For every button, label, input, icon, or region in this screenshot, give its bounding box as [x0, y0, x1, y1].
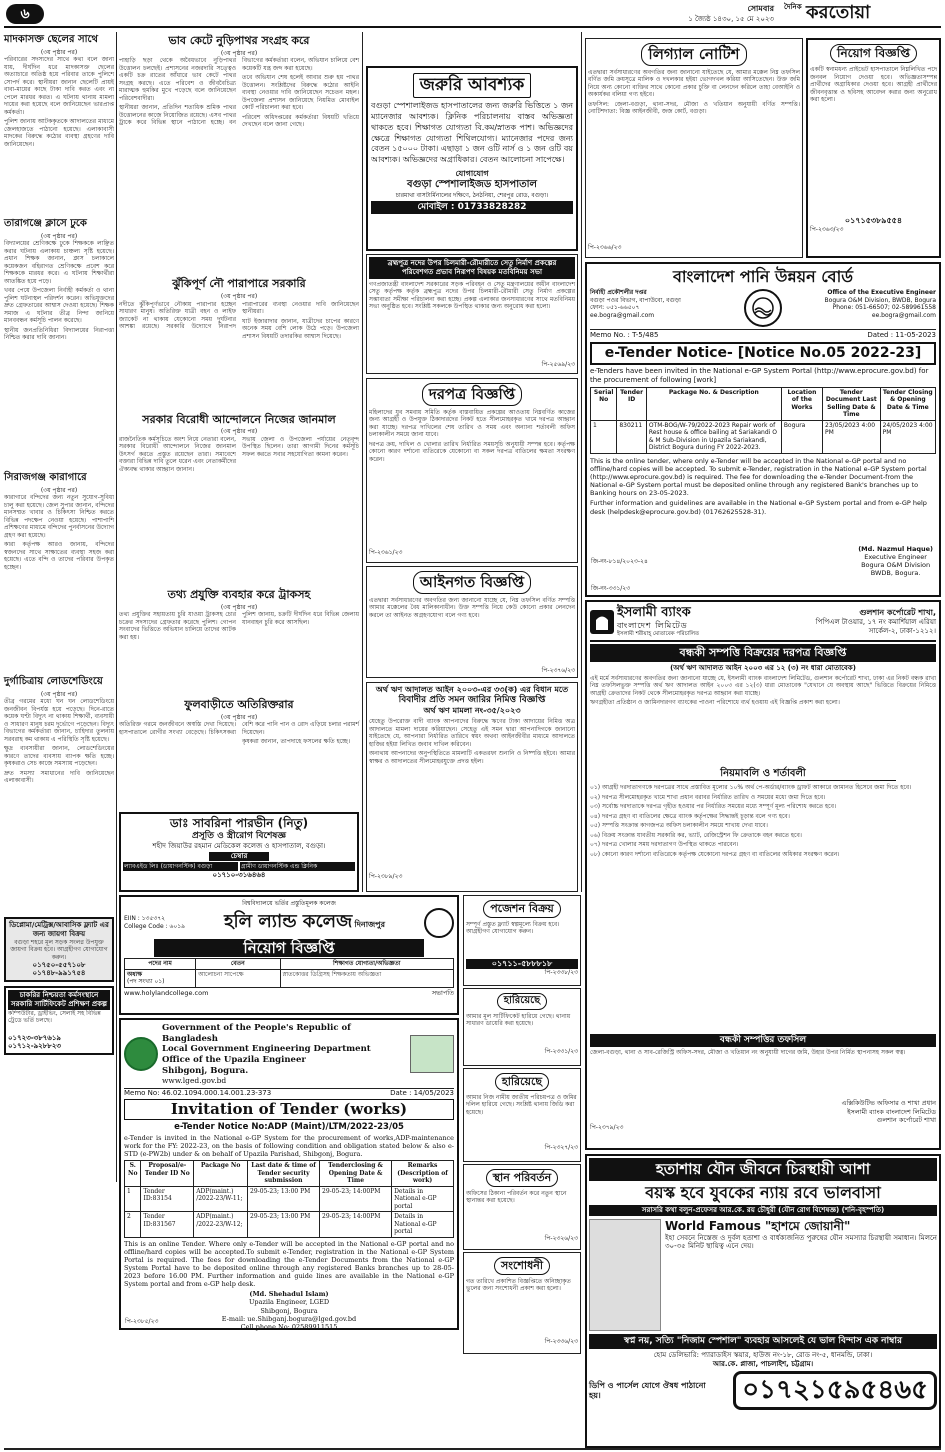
table-row: [125, 969, 454, 987]
appointment-right-code: পি-২৩৬৩/২৩: [810, 226, 844, 233]
table-cell: OTM-BOG/W-79/2022-2023 Repair work of Rest house & office bailing at Sariakandi O & M Sub-Division in Upazila Sariakandi, District Bogura during FY 2022-2023.: [646, 420, 781, 453]
possession-title: পজেশন বিক্রয়: [483, 900, 561, 918]
bridge-title: ব্রহ্মপুত্র নদের উপর চিলমারী-রৌমারীতে সেতু নির্মাণ প্রকল্পের পরিবেশগত প্রভাব নিরূপণ বিষয়ক মতবিনিময় সভা: [369, 257, 575, 279]
bwdb-right-office: Office of the Executive Engineer: [827, 289, 936, 296]
urgent-address: চারমাথা বাসটার্মিনালের দক্ষিণে, ঠনঠনিয়া, শেরপুর রোড, বগুড়া।: [395, 191, 549, 199]
column-divider: [362, 32, 363, 892]
table-row: [591, 420, 936, 453]
table-cell: 29-05-23; 13:00 PM: [248, 1212, 320, 1238]
bwdb-left-address: বগুড়া পওর বিভাগ, বাপাউবো, বগুড়া: [590, 296, 681, 304]
health-ad-address-2: আর.কে. প্লাজা, পাচলাইশ, চট্টগ্রাম।: [712, 1359, 814, 1368]
training-body: কম্পিউটার, ড্রাইভিং, সেলাই সহ বিভিন্ন ট্রেডে ভর্তি চলছে।: [8, 1009, 101, 1024]
portrait-image: [410, 1035, 454, 1073]
possession-code: পি-২৩৩৮/২৩: [544, 968, 578, 976]
islami-bank-logo-icon: [590, 610, 614, 634]
islami-subtitle: (অর্থ ঋণ আদালত আইন ২০০৩ এর ১২ (৩) নং ধারা মোতাবেক): [670, 663, 856, 672]
table-cell: Details in National e-GP portal: [392, 1186, 454, 1212]
islami-branch-address-2: সার্কেল-২, ঢাকা-১২১২।: [868, 626, 936, 635]
holy-land-pretitle: বিশ্ববিদ্যালয়ে ভর্তির প্রস্তুতিমূলক কলেজ: [242, 900, 336, 907]
paper-prefix: দৈনিক: [784, 3, 802, 11]
bwdb-right-email: ee.bogra@gmail.com: [871, 311, 936, 319]
table-cell: (পদ সংখ্যা ০১): [127, 978, 165, 986]
table-cell: 1: [125, 1186, 141, 1212]
legal-notice-title: আইনগত বিজ্ঞপ্তি: [413, 571, 531, 594]
paper-name: করতোয়া: [806, 2, 871, 23]
doctor-specialty: প্রসূতি ও স্ত্রীরোগ বিশেষজ্ঞ: [192, 831, 286, 841]
table-header: Package No. & Description: [646, 387, 781, 420]
islami-bank-notice: [585, 600, 941, 1150]
health-ad-title: হতাশায় যৌন জীবনে চিরস্থায়ী আশা: [589, 1158, 937, 1181]
table-header: Location of the Works: [781, 387, 822, 420]
training-phone-2: ০১৭১২-৯২৮৮২৩: [8, 1042, 61, 1051]
urgent-contact-label: যোগাযোগ: [455, 169, 489, 179]
correction-title: সংশোধনী: [494, 1257, 550, 1275]
legal-right-title: লিগ্যাল নোটিশ: [641, 43, 746, 66]
story-title: দুর্গাচিত্রায় লোডশেডিংয়ে: [4, 676, 103, 687]
story-title: তথ্য প্রযুক্তি ব্যবহার করে ট্রাকসহ: [167, 587, 311, 601]
correction-body: গত তারিখে প্রকাশিত বিজ্ঞপ্তিতে অনিচ্ছাকৃত ভুলের জন্য সংশোধনী প্রকাশ করা হলো।: [466, 1277, 571, 1293]
holy-land-title: নিয়োগ বিজ্ঞপ্তি: [154, 939, 424, 958]
correction-notice: [463, 1252, 581, 1354]
possession-sale-ad: [463, 895, 581, 986]
table-cell: স্নাতকোত্তর ডিগ্রিসহ শিক্ষকতায় অভিজ্ঞতা: [280, 969, 453, 987]
story-body: রাজনৈতিক কর্মসূচিতে অংশ নিয়ে নেতারা বলেন, সরকার বিরোধী আন্দোলনে নিজের জানমাল উৎসর্গ করতে প্রস্তুত রয়েছেন তারা। সমাবেশে বক্তারা বিভিন্ন দাবি তুলে ধরেন এবং নেতাকর্মীদের ঐক্যবদ্ধ থাকার আহ্বান জানান। সভায় জেলা ও উপজেলা পর্যায়ের নেতৃবৃন্দ উপস্থিত ছিলেন। তারা আগামী দিনের কর্মসূচি সফল করতে সবার সহযোগিতা কামনা করেন।: [119, 435, 359, 473]
relocation-title: স্থান পরিবর্তন: [486, 1169, 558, 1187]
story-body: কারাগারে বন্দিদের জন্য নতুন সুযোগ-সুবিধা চালু করা হয়েছে। জেল সুপার জানান, বন্দিদের মানসম্মত খাবার ও চিকিৎসা নিশ্চিত করতে বিভিন্ন পদক্ষেপ নেওয়া হয়েছে। পাশাপাশি প্রশিক্ষণের মাধ্যমে বন্দিদের পুনর্বাসনের উদ্যোগ গ্রহণ করা হয়েছে। কারা কর্তৃপক্ষ আরও জানায়, বন্দিদের স্বজনদের সাথে সাক্ষাতের ব্যবস্থা সহজ করা হয়েছে। এতে বন্দি ও তাদের পরিবার উপকৃত হচ্ছেন।: [4, 494, 114, 571]
legal-right-body: এতদ্বারা সর্বসাধারণের অবগতির জন্য জানানো যাইতেছে যে, আমার মক্কেল নিম্ন তফসিল বর্ণিত জমি ক্রয়সূত্রে মালিক ও দখলকার হইয়া ভোগদখল করিয়া আসিতেছেন। উক্ত জমি নিয়ে অন্য কোনো ব্যক্তির সাথে কোনো প্রকার চুক্তি বা লেনদেন করিলে তাহা বেআইনি ও অকার্যকর বলিয়া গণ্য হইবে। তফসিল: জেলা-বগুড়া, থানা-সদর, মৌজা ও খতিয়ান অনুযায়ী বর্ণিত সম্পত্তি। নোটিশদাতা: বিজ্ঞ আইনজীবী, জজ কোর্ট, বগুড়া।: [588, 68, 800, 116]
column-1-news: [4, 32, 114, 1158]
table-cell: ADP(maint.) /2022-23/W-11;: [194, 1186, 248, 1212]
training-phone: ০১৭২৩-৩৮৭৬১৯: [8, 1033, 61, 1042]
story-body: তথ্য প্রযুক্তির সহায়তায় চুরি যাওয়া ট্রাকসহ চোর চক্রের সদস্যদের গ্রেফতার করেছে পুলিশ। গোপন সংবাদের ভিত্তিতে অভিযান চালিয়ে তাদের আটক করা হয়। পুলিশ জানায়, চক্রটি দীর্ঘদিন ধরে বিভিন্ন জেলায় যানবাহন চুরি করে আসছিল।: [119, 611, 359, 641]
bwdb-signer-title: Executive Engineer: [864, 552, 927, 561]
bwdb-body: This is the online tender, where only e-Tender will be accepted in the National e-GP portal and no offline/hard copies will be accepted. To submit e-Tender, registration in the National e-GP System portal (http://www.eprocure.gov.bd) is required. The fee for downloading the e-Tender Document-from the National e-GP System portal must be deposited online through any registered Bank's branches up to Banking hours on 23-05-2023.: [590, 456, 927, 498]
islami-schedule-title: বন্ধকী সম্পত্তির তফসিল: [590, 1034, 936, 1047]
table-header: বেতন: [196, 959, 281, 970]
table-header: শিক্ষাগত যোগ্যতা/অভিজ্ঞতা: [280, 959, 453, 970]
bwdb-signature: [858, 545, 933, 578]
lged-gov: Government of the People's Republic of Bangladesh: [162, 1023, 351, 1044]
summons-title-1: অর্থ ঋণ আদালত আইন ২০০৩-এর ৩৩(ক) এর বিধান মতে: [375, 685, 569, 694]
land-sale-phone: ০১৭৫০-৫৫৭১০৮: [32, 960, 86, 969]
summons-title-3: অর্থ ঋণ মামলা নং-৩৫/২০২৩: [423, 706, 521, 716]
islami-bank-slogan: ইসলামী শরীয়াহ্ মোতাবেক পরিচালিত: [617, 631, 700, 638]
lged-code: পি-২৩৮৫/২৩: [125, 1317, 159, 1325]
doctor-college: শহীদ জিয়াউর রহমান মেডিকেল কলেজ ও হাসপাতাল, বগুড়া।: [152, 842, 326, 851]
health-ad-subtitle: বয়স্ক হবে যুবকের ন্যায় রবে ভালবাসা: [645, 1182, 881, 1202]
lost-code-1: পি-২৩৩১/২৩: [544, 1047, 578, 1055]
bwdb-code-left: জি-নং-৮১৪/২০২৩-২৪: [591, 557, 648, 565]
doctor-name: ডাঃ সাবরিনা পারভীন (নিতু): [169, 816, 309, 830]
health-ad-strip: সরাসরি কথা বলুন-প্রফেসর আর.কে. রয় চৌধুরী (যৌন রোগ বিশেষজ্ঞ) (শনি-বৃহস্পতি): [589, 1205, 937, 1216]
health-ad-address: হোম ডেলিভারি: প্যারাডাইস স্কয়ার, হাউজ নং-১৮, রোড নং-৫, ধানমন্ডি, ঢাকা।: [653, 1350, 873, 1359]
table-header: Tender ID: [617, 387, 646, 420]
islami-signer-3: গুলশান কর্পোরেট শাখা: [876, 1115, 936, 1124]
urgent-wanted-ad: [366, 66, 578, 251]
health-product-desc: ইহা সেবনে নিস্তেজ ও দুর্বল হতাশা ও বার্ধক্যজনিত পুরুষের যৌন সমস্যার চিরস্থায়ী সমাধান। মিলনে ৩০-৩৫ মিনিট স্থায়িত্ব এনে দেয়।: [665, 1233, 937, 1251]
doctor-chamber-1: ল্যাবএইড লিঃ (ডায়াগনস্টিক) বগুড়া: [123, 862, 238, 872]
lged-tender-notice: [119, 1018, 459, 1330]
lost-body-2: আমার নিজ নামীয় জাতীয় পরিচয়পত্র ও জমির দলিল হারিয়ে গেছে। সংশ্লিষ্ট থানায় জিডি করা হয়েছে।: [466, 1093, 577, 1116]
table-header: Last date & time of Tender security submission: [248, 1161, 320, 1187]
story-title: সিরাজগঞ্জ কারাগারে: [4, 472, 87, 483]
lged-dept: Local Government Engineering Department: [162, 1044, 371, 1055]
land-sale-title: ডিপ্লোমা/মেট্রিক্স/আবাসিক ফ্ল্যাট এর জন্য জায়গা বিক্রয়: [9, 921, 109, 938]
holy-land-eiin: EIIN : ১৩৫৩৭২: [124, 915, 166, 922]
table-header: Tenderclosing & Opening Date & Time: [320, 1161, 392, 1187]
story-continued: (৩য় পৃষ্ঠার পর): [220, 713, 258, 721]
tender-notice-title: দরপত্র বিজ্ঞপ্তি: [422, 383, 522, 406]
doctor-photo: [589, 1219, 661, 1331]
lost-title-1: হারিয়েছে: [497, 993, 548, 1010]
page-number: ৬: [6, 4, 44, 24]
lged-intro: e-Tender is invited in the National e-GP System for the procurement of works,ADP-maintenance work for the FY: 2022-23, on the basis of following condition and obligation stated below & also e-STD (e-PW2b) under & on behalf of Upazila Parishad, Shibgonj, Bogura.: [124, 1133, 454, 1158]
bwdb-body-2: Further information and guidelines are available in the National e-GP System portal and from e-GP help desk (helpdesk@eprocure.gov.bd) (01762625528-31).: [590, 499, 927, 516]
table-cell: 29-05-23; 14:00PM: [320, 1186, 392, 1212]
story-title: মাদকাসক্ত ছেলের সাথে: [4, 34, 98, 45]
story-body: পরিবারের সদস্যদের সাথে কথা বলে জানা যায়, দীর্ঘদিন ধরে মাদকাসক্ত ছেলের অত্যাচারে অতিষ্ঠ হয়ে পরিবার তাকে পুলিশে সোপর্দ করে। স্থানীয়রা জানান ছেলেটি প্রায়ই বাবা-মায়ের কাছে টাকা দাবি করত এবং না পেলে মারধর করত। এ ঘটনায় থানায় মামলা দায়ের করা হয়েছে বলে জানিয়েছেন ভারপ্রাপ্ত কর্মকর্তা। পুলিশ জানায় আটককৃতকে আদালতের মাধ্যমে জেলহাজতে পাঠানো হয়েছে। এলাকাবাসী মাদকের বিরুদ্ধে কঠোর ব্যবস্থা গ্রহণের দাবি জানিয়েছেন।: [4, 56, 114, 148]
table-cell: Bogura: [781, 420, 822, 453]
story-continued: (৩য় পৃষ্ঠার পর): [40, 690, 78, 698]
appointment-right: [806, 38, 941, 258]
bwdb-intro: e-Tenders have been invited in the National e-GP System Portal (http://www.eprocure.gov.bd) for the procurement of following [work]: [590, 367, 929, 384]
story-body: নদীতে ঝুঁকিপূর্ণভাবে নৌকায় পারাপার হচ্ছেন সাধারণ মানুষ। অতিরিক্ত যাত্রী বহন ও লাইফ জ্যাকেট না থাকায় যেকোনো সময় দুর্ঘটনার আশঙ্কা রয়েছে। সরকারি উদ্যোগে নিরাপদ পারাপারের ব্যবস্থা নেওয়ার দাবি জানিয়েছেন স্থানীয়রা। ঘাট ইজারাদার জানান, যাত্রীদের চাপের কারণে অনেক সময় বেশি লোক উঠে পড়ে। উপজেলা প্রশাসন বিষয়টি তদারকির আশ্বাস দিয়েছে।: [119, 300, 359, 340]
relocation-body: অফিসের ঠিকানা পরিবর্তন করে নতুন স্থানে স্থানান্তর করা হয়েছে।: [466, 1189, 567, 1205]
summons-code: পি-২৩৮৯/২৩: [369, 873, 403, 881]
lged-signer-place: Shibgonj, Bogura: [260, 1306, 318, 1315]
table-cell: ADP(maint.) /2022-23/W-12;: [194, 1212, 248, 1238]
story-title: ফুলবাড়ীতে অতিরিক্তরার: [184, 698, 294, 711]
masthead-date: ১ জ্যৈষ্ঠ ১৪৩০, ১৫ মে ২০২৩: [688, 15, 774, 23]
table-header: S. No: [125, 1161, 141, 1187]
lged-subtitle: e-Tender Notice No:ADP (Maint)/LTM/2022-23/05: [174, 1122, 404, 1132]
training-title: চাকরির নিশ্চয়তা কর্মসংস্থানে সরকারি সার্টিফিকেট প্রশিক্ষণ প্রকল্প: [8, 990, 110, 1010]
legal-notice-code: পি-২৩৭৬/২৩: [541, 666, 575, 674]
islami-branch-address-1: পিপিএল টাওয়ার, ১৭ নং কমার্শিয়াল এরিয়া: [815, 617, 936, 626]
islami-title: বন্ধকী সম্পত্তি বিক্রয়ের দরপত্র বিজ্ঞপ্তি: [590, 644, 936, 662]
islami-bank-name: ইসলামী ব্যাংক: [617, 605, 691, 620]
correction-code: পি-২৩৩৬/২৩: [544, 1337, 578, 1345]
bwdb-signer: (Md. Nazmul Haque): [858, 544, 933, 553]
table-header: Remarks (Description of work): [392, 1161, 454, 1187]
health-product-ad: [585, 1154, 941, 1448]
holy-land-college-ad: [119, 895, 459, 1015]
urgent-title: জরুরি আবশ্যক: [413, 73, 532, 98]
table-header: Serial No: [591, 387, 617, 420]
bwdb-tender-notice: [585, 262, 941, 597]
table-header: Tender Document Last Selling Date & Time: [823, 387, 881, 420]
bwdb-signer-org: Bogura O&M Division: [861, 560, 931, 569]
bwdb-right-address: Bogura O&M Division, BWDB, Bogura: [824, 296, 936, 304]
relocation-notice: [463, 1164, 581, 1250]
doctor-phone: ০১৭১০-৩১৬৪৬৪: [212, 871, 266, 880]
bridge-body: গণপ্রজাতন্ত্রী বাংলাদেশ সরকারের সড়ক পরিবহন ও সেতু মন্ত্রণালয়ের অধীন বাংলাদেশ সেতু কর্তৃপক্ষ কর্তৃক ব্রহ্মপুত্র নদের উপর চিলমারী-রৌমারী সেতু নির্মাণ প্রকল্পের সম্ভাব্যতা সমীক্ষা পরিচালনা করা হচ্ছে। প্রকল্প এলাকার জনসাধারণের সাথে মতবিনিময় সভা অনুষ্ঠিত হবে। সংশ্লিষ্ট সকলকে উপস্থিত থাকার জন্য অনুরোধ করা হলো।: [369, 280, 575, 310]
islami-signer-2: ইসলামী ব্যাংক বাংলাদেশ লিমিটেড: [847, 1107, 936, 1116]
table-row: [125, 1212, 454, 1238]
holy-land-name: হলি ল্যান্ড কলেজ: [224, 911, 353, 933]
land-sale-phone-2: ০১৭৪৮-৯৯১৭৫৪: [32, 969, 86, 978]
summons-notice: [366, 682, 578, 892]
table-row: [125, 1186, 454, 1212]
islami-intro: এই মর্মে সর্বসাধারণের অবগতির জন্য জানানো যাচ্ছে যে, ইসলামী ব্যাংক বাংলাদেশ লিমিটেড, গুলশান কর্পোরেট শাখা, ঢাকা এর নিকট বন্ধক রাখা নিম্ন তফসিলভুক্ত সম্পত্তি অর্থ ঋণ আদালত আইন ২০০৩ এর ১২(৩) ধারা মোতাবেক "যেখানে যে অবস্থায় আছে" ভিত্তিতে বিক্রয়ের নিমিত্তে আগ্রহী ক্রেতাদের নিকট থেকে সীলমোহরকৃত দরপত্র আহ্বান করা যাচ্ছে। ঋণগ্রহীতা প্রতিষ্ঠান ও জামিনদারগণ ব্যাংকের পাওনা পরিশোধে ব্যর্থ হওয়ায় এই বিজ্ঞপ্তি প্রকাশ করা হলো।: [590, 674, 936, 707]
table-header: Tender Closing & Opening Date & Time: [880, 387, 935, 420]
table-cell: Details in National e-GP portal: [392, 1212, 454, 1238]
training-ad: [4, 986, 114, 1055]
lged-office: Office of the Upazila Engineer: [162, 1054, 306, 1065]
lged-web[interactable]: www.lged.gov.bd: [162, 1076, 227, 1086]
bwdb-memo: Memo No. : T-5/485: [590, 331, 659, 339]
story-title: তারাগঞ্জে ক্লাসে ঢুকে: [4, 218, 87, 229]
appointment-right-title: নিয়োগ বিজ্ঞপ্তি: [830, 44, 917, 63]
bridge-meeting-notice: [366, 254, 578, 374]
table-cell: 2: [125, 1212, 141, 1238]
table-header-row: [125, 959, 454, 970]
story-body: তীব্র গরমের মধ্যে ঘন ঘন লোডশেডিংয়ে জনজীবন বিপর্যস্ত হয়ে পড়েছে। দিনে-রাতে কয়েক ঘণ্টা বিদ্যুৎ না থাকায় শিক্ষার্থী, ব্যবসায়ী ও সাধারণ মানুষ চরম দুর্ভোগে পড়েছেন। বিদ্যুৎ বিভাগের কর্মকর্তারা জানান, চাহিদার তুলনায় সরবরাহ কম থাকায় এ পরিস্থিতি সৃষ্টি হয়েছে। ক্ষুদ্র ব্যবসায়ীরা জানান, লোডশেডিংয়ের কারণে তাদের ব্যবসায় ব্যাপক ক্ষতি হচ্ছে। কৃষকরাও সেচ কাজে সমস্যায় পড়েছেন। দ্রুত সমস্যা সমাধানের দাবি জানিয়েছেন এলাকাবাসী।: [4, 698, 114, 784]
lost-body-1: আমার মূল সার্টিফিকেট হারিয়ে গেছে। থানায় সাধারণ ডায়েরি করা হয়েছে।: [466, 1012, 571, 1027]
health-product-name: World Famous "হাশমে জোয়ানী": [665, 1218, 851, 1233]
story-title: ঝুঁকিপূর্ণ নৌ পারাপারে সরকারি: [172, 277, 306, 291]
table-cell: 830211: [617, 420, 646, 453]
column-2-news: [119, 32, 359, 892]
urgent-mobile: মোবাইল : 01733828282: [371, 201, 573, 214]
story-continued: (৩য় পৃষ্ঠার পর): [40, 486, 78, 494]
masthead: [4, 2, 941, 28]
table-cell: Tender ID:83154: [141, 1186, 194, 1212]
islami-signature: [590, 1099, 936, 1123]
bwdb-title: e-Tender Notice- [Notice No.05 2022-23]: [590, 342, 936, 366]
bwdb-tender-table: [590, 387, 936, 454]
table-header-row: [125, 1161, 454, 1187]
appointment-right-body: একটি স্বনামধন্য প্রাইভেট হাসপাতালে নিম্নলিখিত পদে জনবল নিয়োগ দেওয়া হবে। অভিজ্ঞতাসম্পন্ন প্রার্থীদের অগ্রাধিকার দেওয়া হবে। আগ্রহী প্রার্থীদের জীবনবৃত্তান্ত ও ছবিসহ আবেদন করার জন্য অনুরোধ করা হলো।: [810, 66, 937, 103]
holy-land-logo-icon: [424, 908, 454, 938]
story-body: অতিরিক্ত গরমে জনজীবনে অস্বস্তি দেখা দিয়েছে। হাসপাতালে রোগীর সংখ্যা বেড়েছে। চিকিৎসকরা বেশি করে পানি পান ও রোদ এড়িয়ে চলার পরামর্শ দিয়েছেন। কৃষকরা জানান, তাপদাহে ফসলের ক্ষতি হচ্ছে।: [119, 721, 360, 746]
column-divider: [581, 32, 582, 892]
summons-title-2: বিবাদীর প্রতি সমন জারির নিমিত্ত বিজ্ঞপ্তি: [398, 695, 546, 705]
bwdb-left-office: নির্বাহী প্রকৌশলীর দপ্তর: [590, 289, 647, 296]
holy-land-signer: সভাপতি: [431, 988, 454, 997]
holy-land-table: [124, 958, 454, 988]
legal-notice-body: এতদ্বারা সর্বসাধারণের অবগতির জন্য জানানো যাচ্ছে যে, নিম্ন তফসিল বর্ণিত সম্পত্তি আমার মক্কেলের বৈধ মালিকানাধীন। উক্ত সম্পত্তি নিয়ে কেউ কোনো প্রকার লেনদেন করলে তা আইনত অগ্রহণযোগ্য বলে গণ্য হবে।: [369, 596, 575, 619]
table-cell: 29-05-23; 13:00 PM: [248, 1186, 320, 1212]
relocation-code: পি-২৩২৬/২৩: [544, 1234, 578, 1242]
bwdb-code-right: জি-নং-৩৩১/২৩: [591, 584, 631, 592]
classifieds-column: [463, 895, 581, 1345]
lost-notice-2: [463, 1068, 581, 1162]
table-cell: Tender ID:831567: [141, 1212, 194, 1238]
possession-phone: ০১৭১১-৫৮৮৮১৮: [466, 959, 578, 969]
tender-notice-code: পি-২৩৬১/২৩: [369, 548, 403, 556]
table-header-row: [591, 387, 936, 420]
table-cell: 29-05-23; 14:00PM: [320, 1212, 392, 1238]
doctor-chamber-label: চেম্বার: [209, 852, 269, 861]
table-cell: 24/05/2023 4:00 PM: [880, 420, 935, 453]
story-title: সরকার বিরোধী আন্দোলনে নিজের জানমাল: [142, 412, 336, 426]
lged-place: Shibgonj, Bogura.: [162, 1065, 249, 1076]
islami-terms-title: নিয়মাবলি ও শর্তাবলী: [630, 768, 896, 782]
islami-code: পি-২৩৭৯/২৩: [590, 1123, 624, 1131]
lged-memo: Memo No: 46.02.1094.000.14.001.23-373: [124, 1088, 272, 1097]
lged-signature: [124, 1290, 454, 1331]
islami-terms: ০১) আগ্রহী দরদাতাগণকে দরপত্রের সাথে প্রস্তাবিত মূল্যের ১০% অর্থ পে-অর্ডার/ব্যাংক ড্রাফট আকারে জামানত হিসেবে জমা দিতে হবে। ০২) দরপত্র সীলমোহরকৃত খামে শাখা প্রধান বরাবর নির্ধারিত তারিখ ও সময়ের মধ্যে জমা দিতে হবে। ০৩) সর্বোচ্চ দরদাতাকে দরপত্র গৃহীত হওয়ার পর নির্ধারিত সময়ের মধ্যে সম্পূর্ণ মূল্য পরিশোধ করতে হবে। ০৪) দরপত্র গ্রহণ বা বাতিলের ক্ষেত্রে ব্যাংক কর্তৃপক্ষের সিদ্ধান্তই চূড়ান্ত বলে গণ্য হবে। ০৫) সম্পত্তি সংক্রান্ত কাগজপত্র অফিস চলাকালীন সময়ে শাখায় দেখা যাবে। ০৬) বিক্রয় সংক্রান্ত যাবতীয় সরকারি কর, ভ্যাট, রেজিস্ট্রেশন ফি ক্রেতাকে বহন করতে হবে। ০৭) দরপত্র খোলার সময় দরদাতাগণ উপস্থিত থাকতে পারবেন। ০৮) কোনো কারণ দর্শানো ব্যতিরেকে কর্তৃপক্ষ যেকোনো দরপত্র গ্রহণ বা বাতিলের অধিকার সংরক্ষণ করেন।: [590, 784, 912, 858]
lost-notice-1: [463, 988, 581, 1066]
land-sale-ad: [4, 917, 114, 982]
story-continued: (৩য় পৃষ্ঠার পর): [40, 48, 78, 56]
story-continued: (৩য় পৃষ্ঠার পর): [40, 232, 78, 240]
bwdb-left-phone: ফোন: ০৫১-৬৬৫০৭: [590, 304, 640, 311]
bwdb-bn-name: বাংলাদেশ পানি উন্নয়ন বোর্ড: [672, 267, 854, 286]
bangladesh-emblem-icon: [124, 1037, 158, 1071]
lged-signer: (Md. Shehadul Islam): [249, 1290, 329, 1299]
legal-notice-bn: [366, 566, 578, 678]
table-header: পদের নাম: [125, 959, 196, 970]
appointment-right-phone: ০১৭১৫৩৮৯৫৫৪: [844, 216, 903, 225]
table-header: Proposal/e-Tender ID No: [141, 1161, 194, 1187]
summons-body: যেহেতু উপরোক্ত বাদী ব্যাংক আপনাদের বিরুদ্ধে ঋণের টাকা আদায়ের নিমিত্ত অত্র আদালতে মামলা দায়ের করিয়াছেন। সেহেতু এই সমন দ্বারা আপনাদিগকে জানানো যাইতেছে যে, আপনারা নির্ধারিত তারিখে স্বয়ং অথবা আইনজীবীর মাধ্যমে আদালতে হাজির হইয়া লিখিত জবাব দাখিল করিবেন। অন্যথায় আপনাদের অনুপস্থিতিতে মামলাটি একতরফা শুনানি ও নিষ্পত্তি হইবে। আমার স্বাক্ষর ও আদালতের সীলমোহরযুক্তে প্রদত্ত হইল।: [369, 718, 575, 765]
lged-title: Invitation of Tender (works): [124, 1099, 454, 1120]
bwdb-right-phone: Phone: 051-66507; 02-589961558: [832, 304, 936, 311]
table-header: Package No: [194, 1161, 248, 1187]
bwdb-dated: Dated : 11-05-2023: [867, 331, 936, 339]
health-ad-delivery: ডিপি ও পার্সেল যোগে ঔষধ পাঠানো হয়।: [589, 1380, 706, 1400]
lost-title-2: হারিয়েছে: [495, 1073, 549, 1091]
story-continued: (৩য় পৃষ্ঠার পর): [220, 428, 258, 436]
holy-land-code: College Code : ৬০১৯: [124, 922, 186, 930]
islami-signer: এক্সিকিউটিভ অফিসার ও শাখা প্রধান: [841, 1099, 936, 1108]
lost-code-2: পি-২৩২৭/২৩: [544, 1143, 578, 1151]
islami-branch-title: গুলশান কর্পোরেট শাখা,: [859, 607, 936, 617]
holy-land-district: দিনাজপুর: [354, 920, 386, 930]
lged-signer-title: Upazila Engineer, LGED: [248, 1298, 330, 1307]
legal-notice-right: [585, 38, 803, 258]
bwdb-left-email: ee.bogra@gmail.com: [590, 311, 655, 319]
health-ad-phone: ০১৭২১৫৯৫৪৬৫: [733, 1371, 937, 1410]
tender-notice-bn: [366, 378, 578, 563]
story-continued: (৩য় পৃষ্ঠার পর): [220, 603, 258, 611]
urgent-body: বগুড়া স্পেশালাইজড হাসপাতালের জন্য জরুরি ভিত্তিতে ১ জন ম্যানেজার আবশ্যক। ক্লিনিক পরিচালনায় বাস্তব অভিজ্ঞতা থাকতে হবে। শিক্ষাগত যোগ্যতা বি.কম/স্নাতক পাশ। অভিজ্ঞদের ক্ষেত্রে শিক্ষাগত যোগ্যতা শিথিলযোগ্য। ম্যানেজার পদের জন্য বেতন ১৫০০০ টাকা। এছাড়া ১ জন ওটি নার্স ও ১ জন ওটি বয় আবশ্যক। অভিজ্ঞদের অগ্রাধিকার। বেতন আলোচনা সাপেক্ষে।: [371, 101, 573, 165]
story-body: পাহাড়ি ছড়া থেকে অবৈধভাবে নুড়িপাথর উত্তোলন চলছেই। প্রশাসনের নজরদারি সত্ত্বেও একটি চক্র রাতের আঁধারে ভাব কেটে পাথর সংগ্রহ করছে। এতে পরিবেশ ও জীববৈচিত্র্য মারাত্মক হুমকির মুখে পড়েছে বলে জানিয়েছেন পরিবেশবাদীরা। স্থানীয়রা জানান, প্রতিদিন শতাধিক শ্রমিক পাথর উত্তোলনের কাজে নিয়োজিত রয়েছে। এসব পাথর ট্রাকে করে বিভিন্ন স্থানে পাঠানো হচ্ছে। বন বিভাগের কর্মকর্তারা বলেন, অভিযান চালিয়ে বেশ কয়েকটি যন্ত্র জব্দ করা হয়েছে। তবে অভিযান শেষ হলেই আবার শুরু হয় পাথর উত্তোলন। সংশ্লিষ্টদের বিরুদ্ধে কঠোর আইনি ব্যবস্থা নেওয়ার দাবি জানিয়েছেন সচেতন মহল। উপজেলা প্রশাসন জানিয়েছে নিয়মিত মোবাইল কোর্ট পরিচালনা করা হবে। পরিবেশ অধিদপ্তরের কর্মকর্তারা বিষয়টি খতিয়ে দেখছেন বলে জানা গেছে।: [119, 57, 359, 129]
islami-schedule: জেলা-বগুড়া, থানা ও সাব-রেজিস্ট্রি অফিস-সদর, মৌজা ও খতিয়ান নং অনুযায়ী দাগের জমি, উহার উপর নির্মিত স্থাপনাসহ সকল স্বত্ব।: [590, 1049, 906, 1057]
table-cell: 1: [591, 420, 617, 453]
land-sale-body: বগুড়া শহরে মূল সড়ক সংলগ্ন উপযুক্ত জায়গা বিক্রয় হবে। আগ্রহীগণ যোগাযোগ করুন।: [10, 938, 108, 961]
story-body: বিদ্যালয়ের শ্রেণিকক্ষে ঢুকে শিক্ষককে লাঞ্ছিত করার ঘটনায় এলাকায় চাঞ্চল্য সৃষ্টি হয়েছে। প্রধান শিক্ষক জানান, ক্লাস চলাকালে কয়েকজন বহিরাগত শ্রেণিকক্ষে প্রবেশ করে শিক্ষককে মারধর করে। এ ঘটনায় শিক্ষার্থীরা আতঙ্কিত হয়ে পড়ে। খবর পেয়ে উপজেলা নির্বাহী কর্মকর্তা ও থানা পুলিশ ঘটনাস্থল পরিদর্শন করেন। অভিযুক্তদের দ্রুত গ্রেফতারের আশ্বাস দেওয়া হয়েছে। শিক্ষক সমাজ এ ঘটনার তীব্র নিন্দা জানিয়ে মানববন্ধন কর্মসূচি পালন করেছে। স্থানীয় জনপ্রতিনিধিরা বিদ্যালয়ের নিরাপত্তা নিশ্চিত করার দাবি জানান।: [4, 240, 114, 341]
story-continued: (৩য় পৃষ্ঠার পর): [220, 293, 258, 300]
legal-right-code: পি-২৩৬৬/২৩: [588, 243, 622, 251]
lged-tender-table: [124, 1160, 454, 1238]
lged-phone: Cell phone No: 02589911515: [240, 1322, 338, 1331]
doctor-chamber-2: গ্রামীণ ডায়াগনস্টিক এন্ড ক্লিনিক: [240, 862, 355, 872]
page-bottom-rule: [4, 1448, 941, 1450]
column-divider: [116, 32, 117, 1182]
lged-date: Date : 14/05/2023: [390, 1088, 454, 1097]
bwdb-logo-icon: [744, 289, 782, 327]
possession-body: সম্পূর্ণ প্রস্তুত ফ্ল্যাট স্বল্পমূল্যে বিক্রয় হবে। আগ্রহীগণ যোগাযোগ করুন।: [466, 920, 560, 936]
table-cell: অধ্যক্ষ: [127, 970, 143, 978]
table-cell: 23/05/2023 4:00 PM: [823, 420, 881, 453]
holy-land-website[interactable]: www.holylandcollege.com: [124, 988, 209, 997]
doctor-ad: [119, 812, 359, 892]
health-ad-banner: স্বপ্ন নয়, সত্যি "নিজাম স্পেশাল" ব্যবহার আসলেই যে ভাল বিন্দাস এক নাম্বার: [589, 1334, 937, 1349]
lged-footer-text: This is an online Tender. Where only e-Tender will be accepted in the National e-GP portal and no offline/hard copies will be accepted.To submit e-Tender, registration in the National e-GP System Portal is required. The fees for downloading the e-Tender Documents from the National e-GP System Portal have to be deposited online through any registered Banks branches up to 28-05-2023 before 16.00 PM. Further information and guide lines are available in the National e-GP System portal and from e-GP help desk.: [124, 1239, 454, 1289]
bridge-code: পি-২৫৬৯/২৩: [541, 360, 575, 368]
story-title: ভাব কেটে নুড়িপাথর সংগ্রহ করে: [168, 34, 310, 47]
story-continued: (৩য় পৃষ্ঠার পর): [220, 49, 258, 57]
tender-notice-body: মহিলাদের যুব সমবায় সমিতি কর্তৃক বাস্তবায়িত প্রকল্পের আওতায় নিম্নবর্ণিত কাজের জন্য আগ্রহী ও উপযুক্ত ঠিকাদারদের নিকট হতে সীলমোহরকৃত খামে দরপত্র আহ্বান করা যাচ্ছে। দরপত্র দাখিলের শেষ তারিখ ও সময় এবং অন্যান্য শর্তাবলী অফিস চলাকালীন সময়ে জানা যাবে। দরপত্র ক্রয়, দাখিল ও খোলার তারিখ নির্ধারিত সময়সূচি অনুযায়ী সম্পন্ন হবে। কর্তৃপক্ষ কোনো কারণ দর্শানো ব্যতিরেকে যেকোনো বা সকল দরপত্র বাতিলের ক্ষমতা সংরক্ষণ করেন।: [369, 408, 575, 463]
urgent-org: বগুড়া স্পেশালাইজড হাসপাতাল: [407, 179, 537, 191]
islami-bank-name-2: বাংলাদেশ লিমিটেড: [617, 621, 688, 631]
bwdb-signer-place: BWDB, Bogura.: [870, 568, 921, 577]
table-cell: আলোচনা সাপেক্ষে: [196, 969, 281, 987]
masthead-day: সোমবার: [747, 4, 774, 13]
lged-email: E-mail: ue.Shibganj.bogura@lged.gov.bd: [221, 1314, 357, 1323]
